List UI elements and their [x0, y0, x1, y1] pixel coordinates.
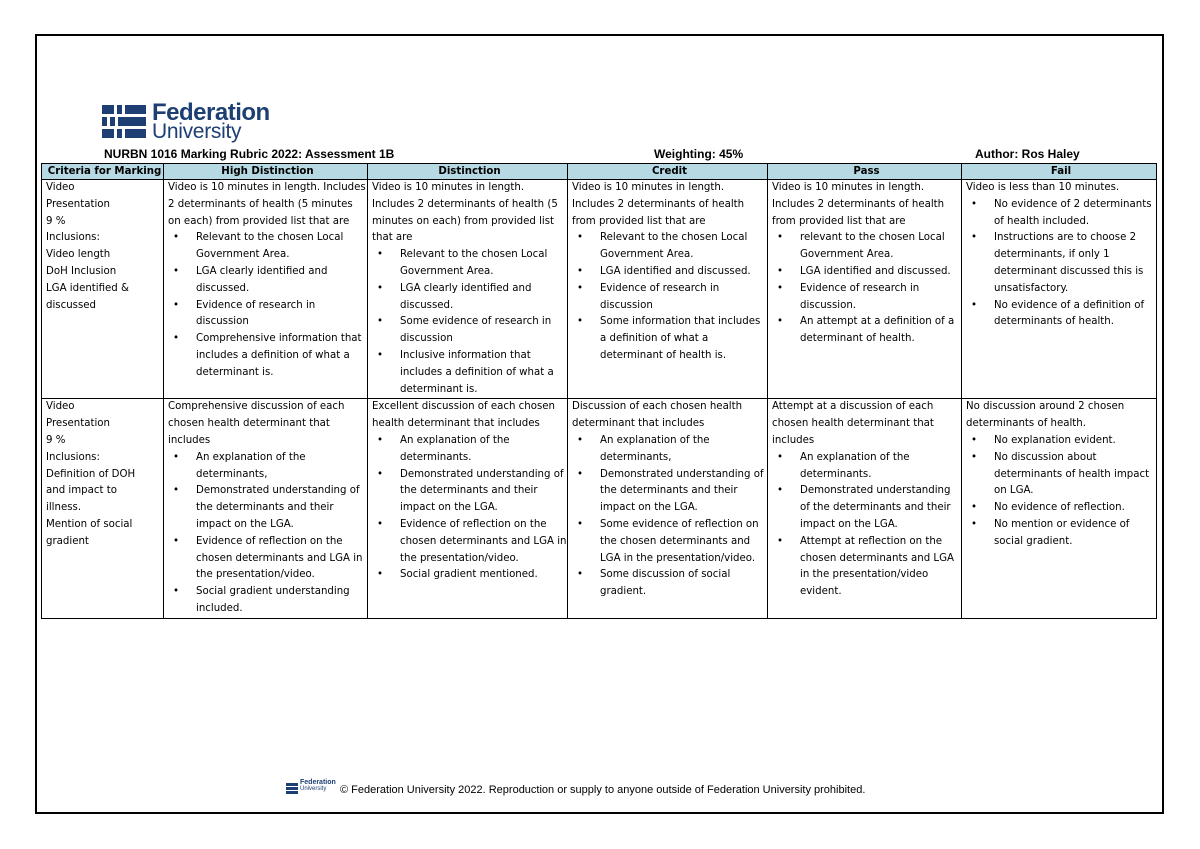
- criteria-line: Video: [46, 401, 75, 413]
- bullet-list: [168, 450, 367, 618]
- list-item: • LGA identified and discussed.: [600, 264, 767, 281]
- criteria-line: and impact to: [46, 485, 117, 497]
- federation-university-logo: [102, 99, 272, 143]
- list-item: • Demonstrated understanding of the determinants and their impact on the LGA.: [600, 467, 767, 517]
- author-label: Author: Ros Haley: [975, 147, 1080, 161]
- bullet-list: [572, 433, 767, 601]
- list-item: • Demonstrated understanding of the determinants and their impact on the LGA.: [400, 467, 567, 517]
- criteria-line: 9 %: [46, 434, 66, 446]
- bullet-list: [772, 450, 961, 601]
- list-item: • No mention or evidence of social gradient.: [994, 517, 1156, 551]
- criteria-line: Inclusions:: [46, 232, 100, 244]
- criteria-line: illness.: [46, 502, 82, 514]
- criteria-line: Inclusions:: [46, 451, 100, 463]
- criteria-line: 9 %: [46, 215, 66, 227]
- list-item: • An explanation of the determinants.: [800, 450, 961, 484]
- list-item: • Relevant to the chosen Local Government Area.: [600, 230, 767, 264]
- grade-cell: [768, 399, 962, 618]
- table-header-row: [42, 164, 1157, 180]
- course-title: NURBN 1016 Marking Rubric 2022: Assessment 1B: [104, 147, 395, 161]
- table-row: [42, 399, 1157, 618]
- list-item: • Evidence of research in discussion: [196, 298, 367, 332]
- cell-intro: Video is 10 minutes in length. Includes 2 determinants of health (5 minutes on each) from provided list that are: [168, 182, 366, 227]
- copyright-footer: [286, 779, 866, 796]
- criteria-line: Presentation: [46, 418, 110, 430]
- criteria-line: LGA identified &: [46, 282, 129, 294]
- criteria-line: Presentation: [46, 198, 110, 210]
- list-item: • An attempt at a definition of a determinant of health.: [800, 314, 961, 348]
- cell-intro: Video is less than 10 minutes.: [966, 182, 1120, 193]
- list-item: • LGA identified and discussed.: [800, 264, 961, 281]
- list-item: • No evidence of reflection.: [994, 500, 1156, 517]
- cell-intro: Video is 10 minutes in length. Includes 2 determinants of health (5 minutes on each) from provided list that are: [372, 182, 558, 244]
- list-item: • Evidence of research in discussion.: [800, 281, 961, 315]
- list-item: • An explanation of the determinants,: [600, 433, 767, 467]
- grade-cell: [164, 399, 368, 618]
- list-item: • LGA clearly identified and discussed.: [196, 264, 367, 298]
- grade-cell: [368, 180, 568, 399]
- bullet-list: [772, 230, 961, 348]
- list-item: • Some discussion of social gradient.: [600, 567, 767, 601]
- list-item: • No evidence of 2 determinants of health included.: [994, 197, 1156, 231]
- cell-intro: Discussion of each chosen health determinant that includes: [572, 401, 743, 430]
- column-header: High Distinction: [164, 164, 368, 180]
- criteria-line: Video: [46, 182, 75, 193]
- list-item: • Inclusive information that includes a definition of what a determinant is.: [400, 348, 567, 398]
- column-header: Credit: [568, 164, 768, 180]
- bullet-list: [168, 230, 367, 381]
- cell-intro: Video is 10 minutes in length. Includes 2 determinants of health from provided list that are: [572, 182, 745, 227]
- cell-intro: Comprehensive discussion of each chosen health determinant that includes: [168, 401, 345, 446]
- list-item: • Some information that includes a definition of what a determinant of health is.: [600, 314, 767, 364]
- footer-logo-icon: Federation University: [286, 782, 336, 794]
- criteria-line: Definition of DOH: [46, 468, 136, 480]
- criteria-line: Mention of social: [46, 518, 133, 530]
- grade-cell: [368, 399, 568, 618]
- logo-word-university: University: [152, 120, 242, 143]
- grade-cell: [568, 399, 768, 618]
- copyright-text: © Federation University 2022. Reproduction or supply to anyone outside of Federation University prohibited.: [340, 784, 866, 796]
- federation-logo-icon: [102, 105, 148, 139]
- list-item: • LGA clearly identified and discussed.: [400, 281, 567, 315]
- list-item: • Attempt at reflection on the chosen determinants and LGA in the presentation/video evident.: [800, 534, 961, 601]
- bullet-list: [372, 247, 567, 398]
- grade-cell: [164, 180, 368, 399]
- cell-intro: Attempt at a discussion of each chosen health determinant that includes: [772, 401, 934, 446]
- column-header: Distinction: [368, 164, 568, 180]
- grade-cell: [568, 180, 768, 399]
- column-header: Criteria for Marking: [42, 164, 164, 180]
- list-item: • No explanation evident.: [994, 433, 1156, 450]
- bullet-list: [966, 433, 1156, 551]
- logo-word-federation: Federation: [152, 99, 270, 126]
- list-item: • Comprehensive information that includes a definition of what a determinant is.: [196, 331, 367, 381]
- cell-intro: Video is 10 minutes in length. Includes 2 determinants of health from provided list that are: [772, 182, 945, 227]
- bullet-list: [372, 433, 567, 584]
- list-item: • Relevant to the chosen Local Government Area.: [196, 230, 367, 264]
- list-item: • Demonstrated understanding of the determinants and their impact on the LGA.: [800, 483, 961, 533]
- criteria-line: DoH Inclusion: [46, 265, 117, 277]
- cell-intro: No discussion around 2 chosen determinants of health.: [966, 401, 1125, 430]
- list-item: • Social gradient mentioned.: [400, 567, 567, 584]
- grade-cell: [962, 399, 1157, 618]
- list-item: • Evidence of reflection on the chosen determinants and LGA in the presentation/video.: [196, 534, 367, 584]
- criteria-cell: [42, 399, 164, 618]
- list-item: • Relevant to the chosen Local Government Area.: [400, 247, 567, 281]
- rubric-header-line: [44, 147, 1154, 163]
- list-item: • Social gradient understanding included.: [196, 584, 367, 618]
- list-item: • relevant to the chosen Local Government Area.: [800, 230, 961, 264]
- list-item: • Evidence of reflection on the chosen determinants and LGA in the presentation/video.: [400, 517, 567, 567]
- criteria-line: discussed: [46, 299, 97, 311]
- list-item: • An explanation of the determinants.: [400, 433, 567, 467]
- table-row: [42, 180, 1157, 399]
- list-item: • Some evidence of research in discussion: [400, 314, 567, 348]
- column-header: Pass: [768, 164, 962, 180]
- list-item: • Demonstrated understanding of the determinants and their impact on the LGA.: [196, 483, 367, 533]
- criteria-line: Video length: [46, 249, 111, 261]
- criteria-cell: [42, 180, 164, 399]
- criteria-line: gradient: [46, 535, 89, 547]
- grade-cell: [768, 180, 962, 399]
- bullet-list: [966, 197, 1156, 331]
- list-item: • No discussion about determinants of health impact on LGA.: [994, 450, 1156, 500]
- column-header: Fail: [962, 164, 1157, 180]
- list-item: • Instructions are to choose 2 determinants, if only 1 determinant discussed this is unsatisfactory.: [994, 230, 1156, 297]
- grade-cell: [962, 180, 1157, 399]
- list-item: • Some evidence of reflection on the chosen determinants and LGA in the presentation/video.: [600, 517, 767, 567]
- weighting-label: Weighting: 45%: [654, 147, 744, 161]
- list-item: • An explanation of the determinants,: [196, 450, 367, 484]
- cell-intro: Excellent discussion of each chosen health determinant that includes: [372, 401, 555, 430]
- list-item: • Evidence of research in discussion: [600, 281, 767, 315]
- marking-rubric-table: [41, 163, 1157, 619]
- bullet-list: [572, 230, 767, 364]
- list-item: • No evidence of a definition of determinants of health.: [994, 298, 1156, 332]
